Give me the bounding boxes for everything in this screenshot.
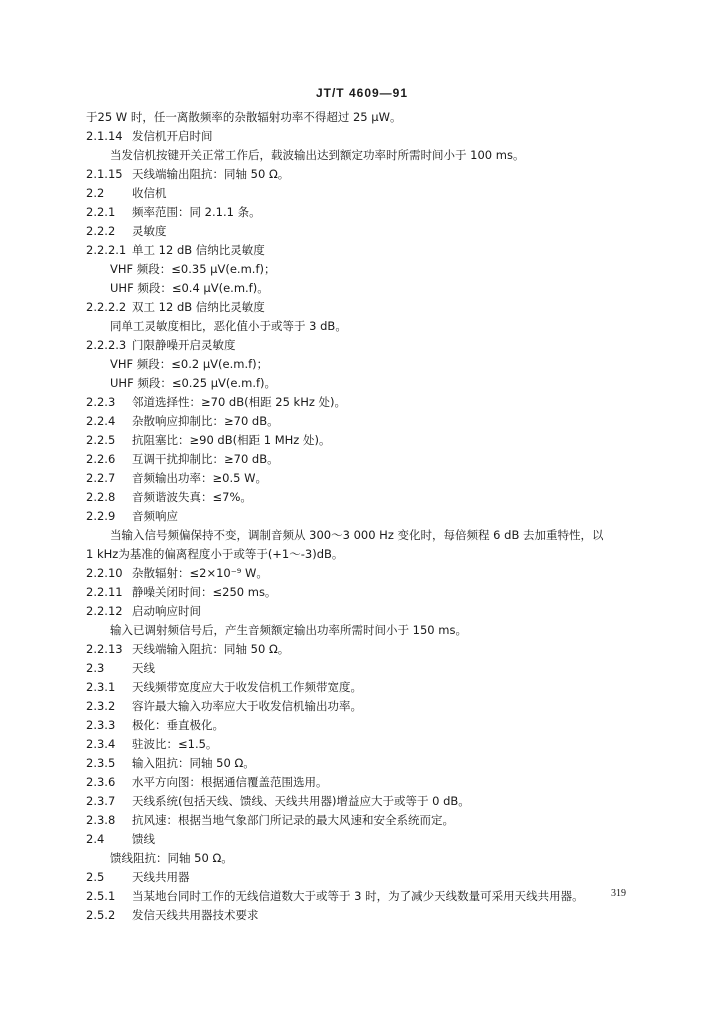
clause-number: 2.2.13 bbox=[86, 642, 123, 656]
clause-number: 2.5.2 bbox=[86, 908, 116, 922]
clause-text: 天线端输出阻抗：同轴 50 Ω。 bbox=[132, 167, 290, 181]
clause-line bbox=[86, 241, 660, 260]
clause-line bbox=[86, 488, 660, 507]
clause-text: 发信机开启时间 bbox=[132, 129, 213, 143]
clause-number: 2.2.12 bbox=[86, 604, 123, 618]
clause-text: 音频输出功率：≥0.5 W。 bbox=[132, 471, 267, 485]
clause-number: 2.3.3 bbox=[86, 718, 116, 732]
clause-text: 容许最大输入功率应大于收发信机输出功率。 bbox=[132, 699, 362, 713]
clause-text: 当输入信号频偏保持不变，调制音频从 300～3 000 Hz 变化时，每倍频程 6 dB 去加重特性，以 bbox=[110, 528, 604, 542]
clause-text: 当某地台同时工作的无线信道数大于或等于 3 时，为了减少天线数量可采用天线共用器。 bbox=[132, 889, 584, 903]
text-line bbox=[86, 621, 660, 640]
clause-text: 馈线阻抗：同轴 50 Ω。 bbox=[110, 851, 233, 865]
clause-line bbox=[86, 564, 660, 583]
clause-number: 2.3.7 bbox=[86, 794, 116, 808]
clause-line bbox=[86, 640, 660, 659]
clause-text: 驻波比：≤1.5。 bbox=[132, 737, 218, 751]
clause-line bbox=[86, 393, 660, 412]
clause-line bbox=[86, 868, 660, 887]
text-line bbox=[86, 108, 660, 127]
clause-line bbox=[86, 127, 660, 146]
clause-line bbox=[86, 412, 660, 431]
clause-number: 2.2.7 bbox=[86, 471, 116, 485]
clause-text: 抗风速：根据当地气象部门所记录的最大风速和安全系统而定。 bbox=[132, 813, 454, 827]
clause-text: 同单工灵敏度相比，恶化值小于或等于 3 dB。 bbox=[110, 319, 347, 333]
clause-line bbox=[86, 659, 660, 678]
clause-line bbox=[86, 602, 660, 621]
clause-line bbox=[86, 165, 660, 184]
clause-line bbox=[86, 336, 660, 355]
clause-number: 2.5.1 bbox=[86, 889, 116, 903]
text-line bbox=[86, 279, 660, 298]
clause-text: VHF 频段：≤0.35 μV(e.m.f)； bbox=[110, 262, 276, 276]
clause-number: 2.3.1 bbox=[86, 680, 116, 694]
clause-text: 单工 12 dB 信纳比灵敏度 bbox=[132, 243, 265, 257]
clause-number: 2.2 bbox=[86, 186, 105, 200]
clause-text: 互调干扰抑制比：≥70 dB。 bbox=[132, 452, 279, 466]
clause-text: 输入已调射频信号后，产生音频额定输出功率所需时间小于 150 ms。 bbox=[110, 623, 467, 637]
clause-number: 2.2.11 bbox=[86, 585, 123, 599]
clause-text: 频率范围：同 2.1.1 条。 bbox=[132, 205, 261, 219]
clause-number: 2.2.10 bbox=[86, 566, 123, 580]
text-line bbox=[86, 545, 660, 564]
clause-number: 2.2.2.3 bbox=[86, 338, 127, 352]
clause-number: 2.1.15 bbox=[86, 167, 123, 181]
clause-text: 静噪关闭时间：≤250 ms。 bbox=[132, 585, 277, 599]
clause-number: 2.2.2.1 bbox=[86, 243, 127, 257]
clause-text: 当发信机按键开关正常工作后，载波输出达到额定功率时所需时间小于 100 ms。 bbox=[110, 148, 525, 162]
clause-line bbox=[86, 184, 660, 203]
clause-number: 2.4 bbox=[86, 832, 105, 846]
clause-line bbox=[86, 203, 660, 222]
clause-number: 2.5 bbox=[86, 870, 105, 884]
clause-text: 双工 12 dB 信纳比灵敏度 bbox=[132, 300, 265, 314]
clause-text: 音频谐波失真：≤7%。 bbox=[132, 490, 252, 504]
clause-text: 输入阻抗：同轴 50 Ω。 bbox=[132, 756, 255, 770]
page-number: 319 bbox=[611, 888, 626, 899]
clause-text: 灵敏度 bbox=[132, 224, 167, 238]
clause-text: UHF 频段：≤0.25 μV(e.m.f)。 bbox=[110, 376, 277, 390]
clause-line bbox=[86, 887, 660, 906]
clause-line bbox=[86, 830, 660, 849]
clause-text: 邻道选择性：≥70 dB(相距 25 kHz 处)。 bbox=[132, 395, 347, 409]
clause-line bbox=[86, 678, 660, 697]
clause-text: VHF 频段：≤0.2 μV(e.m.f)； bbox=[110, 357, 269, 371]
clause-text: 收信机 bbox=[132, 186, 167, 200]
clause-number: 2.2.2 bbox=[86, 224, 116, 238]
clause-number: 2.2.2.2 bbox=[86, 300, 127, 314]
clause-number: 2.2.9 bbox=[86, 509, 116, 523]
clause-line bbox=[86, 754, 660, 773]
document-body bbox=[86, 108, 660, 925]
clause-number: 2.3.6 bbox=[86, 775, 116, 789]
clause-line bbox=[86, 583, 660, 602]
clause-text: 发信天线共用器技术要求 bbox=[132, 908, 259, 922]
clause-text: 门限静噪开启灵敏度 bbox=[132, 338, 236, 352]
clause-line bbox=[86, 716, 660, 735]
clause-text: 天线系统(包括天线、馈线、天线共用器)增益应大于或等于 0 dB。 bbox=[132, 794, 470, 808]
clause-text: 天线 bbox=[132, 661, 155, 675]
clause-text: 天线频带宽度应大于收发信机工作频带宽度。 bbox=[132, 680, 362, 694]
clause-line bbox=[86, 735, 660, 754]
clause-number: 2.2.3 bbox=[86, 395, 116, 409]
clause-number: 2.2.6 bbox=[86, 452, 116, 466]
clause-line bbox=[86, 298, 660, 317]
clause-text: 音频响应 bbox=[132, 509, 178, 523]
clause-line bbox=[86, 773, 660, 792]
clause-line bbox=[86, 431, 660, 450]
clause-text: 1 kHz为基准的偏离程度小于或等于(+1～-3)dB。 bbox=[86, 547, 344, 561]
clause-number: 2.3.4 bbox=[86, 737, 116, 751]
text-line bbox=[86, 260, 660, 279]
clause-number: 2.3.8 bbox=[86, 813, 116, 827]
text-line bbox=[86, 374, 660, 393]
clause-line bbox=[86, 906, 660, 925]
clause-line bbox=[86, 507, 660, 526]
clause-number: 2.2.5 bbox=[86, 433, 116, 447]
clause-text: 馈线 bbox=[132, 832, 155, 846]
clause-text: 启动响应时间 bbox=[132, 604, 201, 618]
clause-text: 杂散响应抑制比：≥70 dB。 bbox=[132, 414, 279, 428]
clause-line bbox=[86, 792, 660, 811]
clause-line bbox=[86, 697, 660, 716]
clause-line bbox=[86, 469, 660, 488]
clause-line bbox=[86, 811, 660, 830]
text-line bbox=[86, 317, 660, 336]
clause-text: 于25 W 时，任一离散频率的杂散辐射功率不得超过 25 μW。 bbox=[86, 110, 402, 124]
clause-line bbox=[86, 450, 660, 469]
clause-text: 天线端输入阻抗：同轴 50 Ω。 bbox=[132, 642, 290, 656]
clause-number: 2.2.1 bbox=[86, 205, 116, 219]
clause-number: 2.3 bbox=[86, 661, 105, 675]
clause-number: 2.3.5 bbox=[86, 756, 116, 770]
clause-text: UHF 频段：≤0.4 μV(e.m.f)。 bbox=[110, 281, 269, 295]
page-header: JT/T 4609—91 bbox=[315, 86, 409, 100]
text-line bbox=[86, 849, 660, 868]
clause-text: 极化：垂直极化。 bbox=[132, 718, 224, 732]
text-line bbox=[86, 355, 660, 374]
clause-line bbox=[86, 222, 660, 241]
clause-number: 2.2.4 bbox=[86, 414, 116, 428]
clause-text: 水平方向图：根据通信覆盖范围选用。 bbox=[132, 775, 328, 789]
text-line bbox=[86, 146, 660, 165]
clause-text: 天线共用器 bbox=[132, 870, 190, 884]
text-line bbox=[86, 526, 660, 545]
clause-number: 2.3.2 bbox=[86, 699, 116, 713]
clause-number: 2.1.14 bbox=[86, 129, 123, 143]
clause-text: 杂散辐射：≤2×10⁻⁹ W。 bbox=[132, 566, 268, 580]
clause-number: 2.2.8 bbox=[86, 490, 116, 504]
clause-text: 抗阻塞比：≥90 dB(相距 1 MHz 处)。 bbox=[132, 433, 331, 447]
